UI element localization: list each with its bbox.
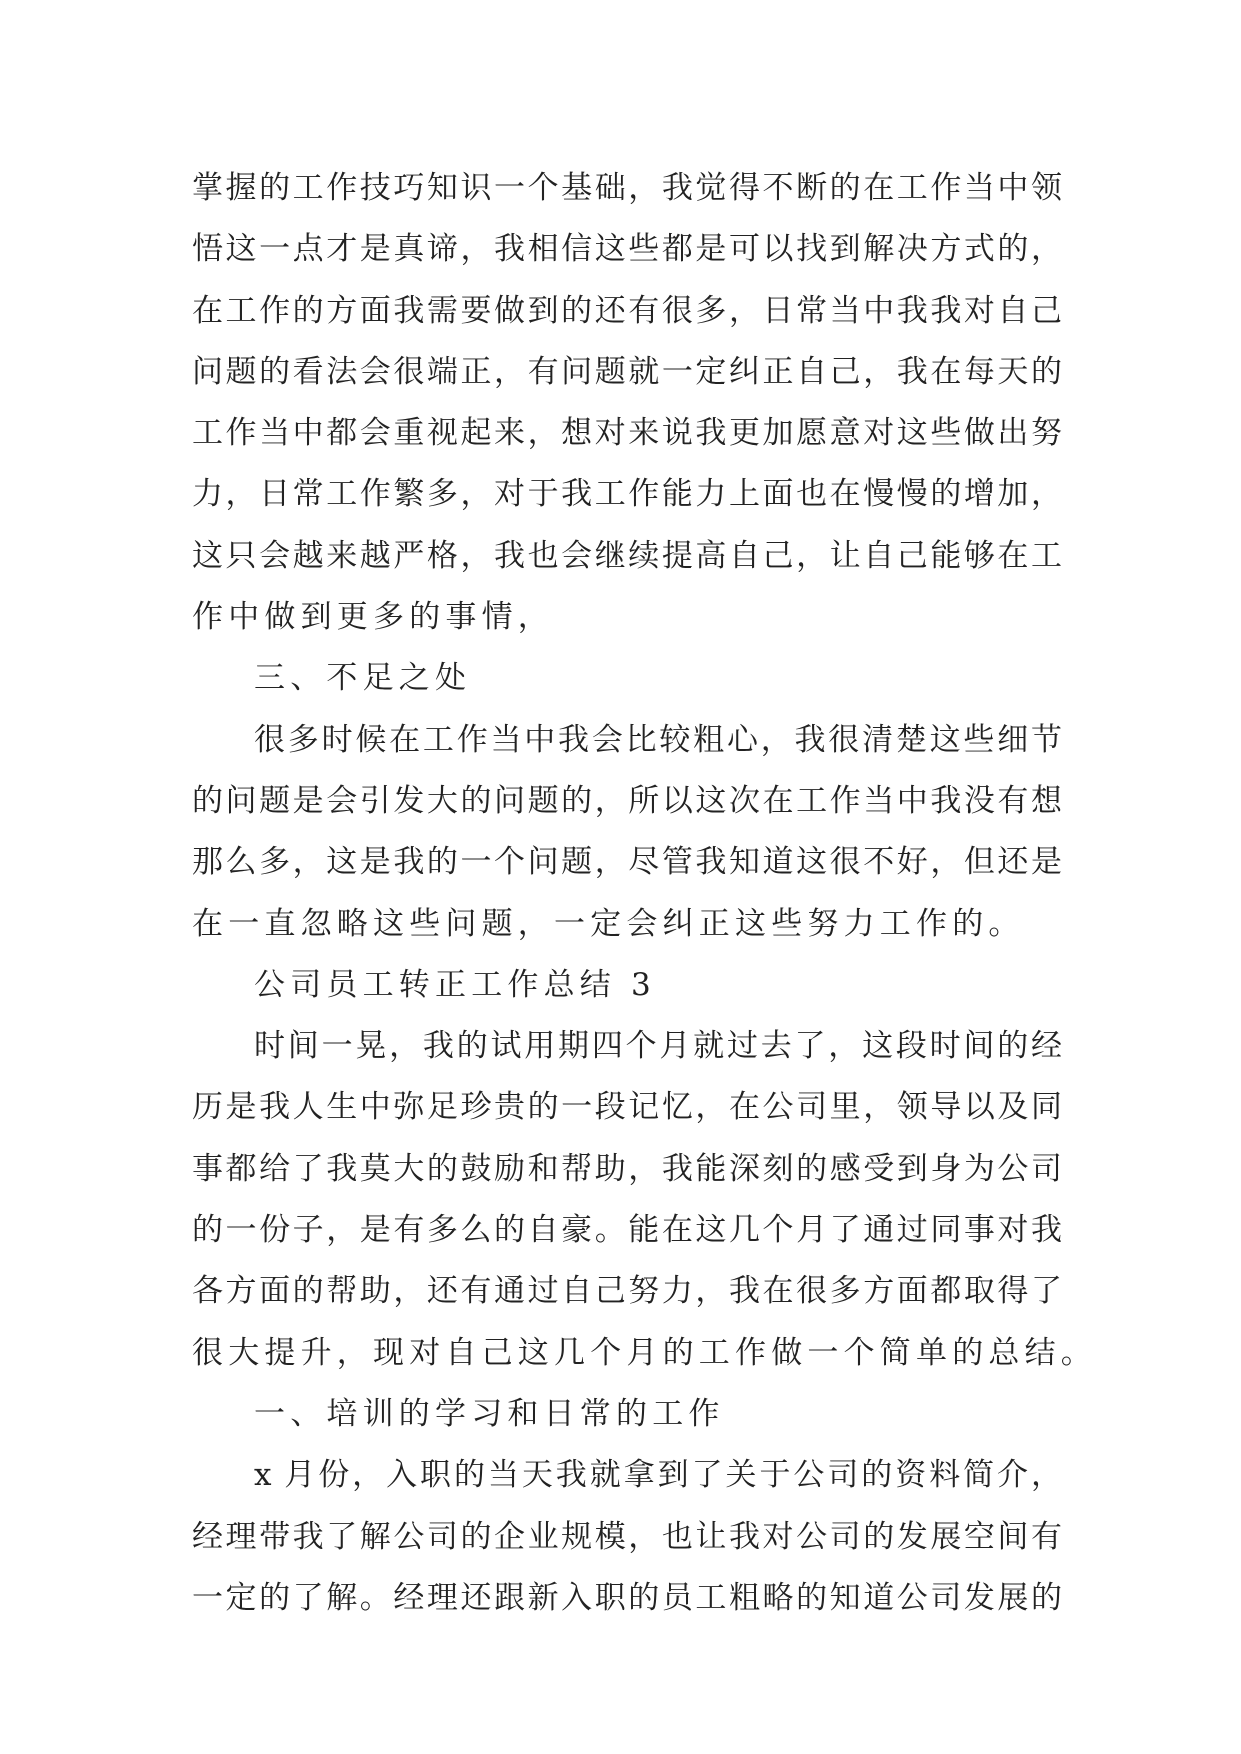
text-line: 公司员工转正工作总结 3 <box>254 966 656 1003</box>
text-line: 作中做到更多的事情， <box>192 599 554 636</box>
text-line: 那么多，这是我的一个问题，尽管我知道这很不好，但还是 <box>192 844 1062 881</box>
text-line: 一、培训的学习和日常的工作 <box>254 1395 725 1432</box>
text-line: 的问题是会引发大的问题的，所以这次在工作当中我没有想 <box>192 782 1062 819</box>
text-line: 在一直忽略这些问题，一定会纠正这些努力工作的。 <box>192 905 1025 942</box>
text-line: 力，日常工作繁多，对于我工作能力上面也在慢慢的增加， <box>192 476 1062 513</box>
text-line: 很多时候在工作当中我会比较粗心，我很清楚这些细节 <box>254 721 1062 758</box>
text-line: 工作当中都会重视起来，想对来说我更加愿意对这些做出努 <box>192 415 1062 452</box>
text-line: 事都给了我莫大的鼓励和帮助，我能深刻的感受到身为公司 <box>192 1150 1062 1187</box>
text-line: x 月份，入职的当天我就拿到了关于公司的资料简介， <box>254 1457 1062 1494</box>
document-body <box>192 158 1097 1629</box>
text-line: 这只会越来越严格，我也会继续提高自己，让自己能够在工 <box>192 537 1062 574</box>
text-line: 悟这一点才是真谛，我相信这些都是可以找到解决方式的， <box>192 231 1062 268</box>
text-line: 在工作的方面我需要做到的还有很多，日常当中我我对自己 <box>192 292 1062 329</box>
text-line: 问题的看法会很端正，有问题就一定纠正自己，我在每天的 <box>192 353 1062 390</box>
text-line: 三、不足之处 <box>254 660 472 697</box>
text-line: 经理带我了解公司的企业规模，也让我对公司的发展空间有 <box>192 1518 1062 1555</box>
text-line: 各方面的帮助，还有通过自己努力，我在很多方面都取得了 <box>192 1273 1062 1310</box>
text-line: 的一份子，是有多么的自豪。能在这几个月了通过同事对我 <box>192 1212 1062 1249</box>
text-line: 很大提升，现对自己这几个月的工作做一个简单的总结。 <box>192 1334 1097 1371</box>
text-line: 时间一晃，我的试用期四个月就过去了，这段时间的经 <box>254 1028 1062 1065</box>
text-line: 历是我人生中弥足珍贵的一段记忆，在公司里，领导以及同 <box>192 1089 1062 1126</box>
text-line: 掌握的工作技巧知识一个基础，我觉得不断的在工作当中领 <box>192 170 1062 206</box>
text-line: 一定的了解。经理还跟新入职的员工粗略的知道公司发展的 <box>192 1579 1062 1616</box>
